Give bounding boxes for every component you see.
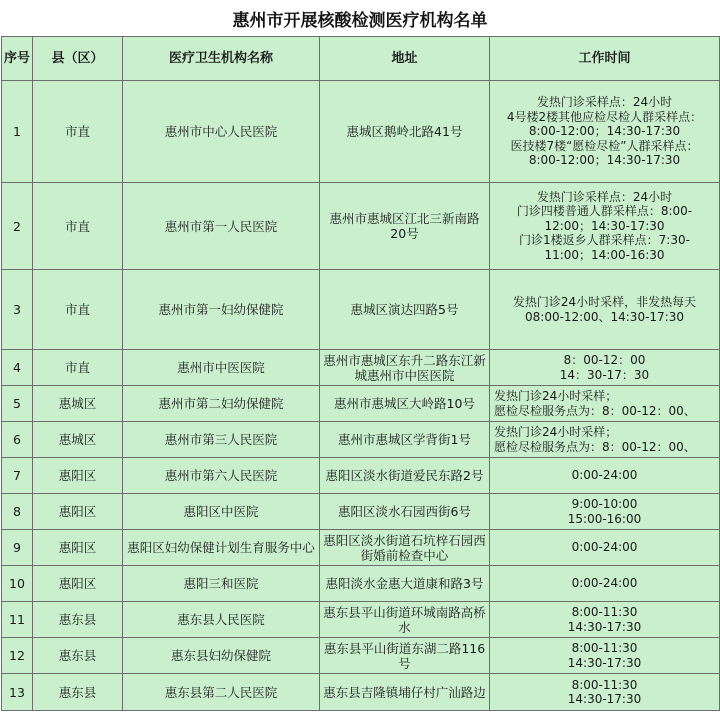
- row-number: 6: [2, 422, 33, 458]
- working-hours-cell: [490, 566, 720, 602]
- hours-line: 08:00-12:00、14:30-17:30: [525, 309, 684, 324]
- hours-line: 8：00-12：00: [563, 353, 646, 367]
- institution-name: 惠阳区妇幼保健计划生育服务中心: [123, 530, 320, 566]
- address-cell: 惠州市惠城区学背街1号: [320, 422, 490, 458]
- hours-line: 14：30-17：30: [559, 367, 650, 382]
- institution-name: 惠阳三和医院: [123, 566, 320, 602]
- institution-name: 惠州市第二妇幼保健院: [123, 386, 320, 422]
- hours-line: 8:00-11:30: [571, 677, 638, 692]
- hours-line: 发热门诊24小时采样；: [494, 425, 618, 439]
- hours-line: 12:00；14:30-17:30: [544, 218, 665, 233]
- address-cell: 惠城区演达四路5号: [320, 270, 490, 350]
- address-cell: 惠城区鹅岭北路41号: [320, 81, 490, 183]
- working-hours-cell: [490, 81, 720, 183]
- table-row: [2, 81, 720, 183]
- header-address: 地址: [320, 37, 490, 81]
- county-cell: 惠东县: [33, 602, 123, 638]
- row-number: 4: [2, 350, 33, 386]
- hours-line: 8:00-12:00；14:30-17:30: [528, 153, 681, 168]
- working-hours-cell: [490, 674, 720, 711]
- address-cell: 惠州市惠城区东升二路东江新城惠州市中医医院: [320, 350, 490, 386]
- working-hours-cell: [490, 602, 720, 638]
- table-row: [2, 638, 720, 674]
- row-number: 5: [2, 386, 33, 422]
- table-row: [2, 386, 720, 422]
- hours-line: 愿检尽检服务点为：8：00-12：00、: [494, 403, 696, 418]
- hours-line: 8:00-11:30: [571, 605, 638, 619]
- institution-name: 惠州市第一人民医院: [123, 183, 320, 270]
- row-number: 10: [2, 566, 33, 602]
- row-number: 2: [2, 183, 33, 270]
- hours-line: 8:00-12:00；14:30-17:30: [528, 124, 681, 139]
- hours-line: 医技楼7楼“愿检尽检”人群采样点：: [510, 138, 699, 153]
- working-hours-cell: [490, 458, 720, 494]
- address-cell: 惠州市惠城区江北三新南路20号: [320, 183, 490, 270]
- institution-name: 惠州市第三人民医院: [123, 422, 320, 458]
- hours-line: 发热门诊24小时采样，非发热每天: [512, 295, 697, 309]
- working-hours-cell: [490, 494, 720, 530]
- hours-line: 愿检尽检服务点为：8：00-12：00、: [494, 439, 696, 454]
- table-row: [2, 270, 720, 350]
- hours-line: 0:00-24:00: [571, 468, 638, 483]
- county-cell: 惠东县: [33, 638, 123, 674]
- hours-line: 4号楼2楼其他应检尽检人群采样点：: [506, 109, 703, 124]
- hours-line: 发热门诊24小时采样；: [494, 389, 618, 403]
- address-cell: 惠东县吉隆镇埔仔村广汕路边: [320, 674, 490, 711]
- table-row: [2, 494, 720, 530]
- hours-line: 发热门诊采样点：24小时: [536, 95, 673, 110]
- county-cell: 惠东县: [33, 674, 123, 711]
- county-cell: 惠阳区: [33, 458, 123, 494]
- hours-line: 14:30-17:30: [567, 655, 642, 670]
- county-cell: 惠阳区: [33, 530, 123, 566]
- hours-line: 14:30-17:30: [567, 619, 642, 634]
- table-row: [2, 566, 720, 602]
- row-number: 7: [2, 458, 33, 494]
- institution-name: 惠州市中医医院: [123, 350, 320, 386]
- hours-line: 9:00-10:00: [571, 497, 638, 511]
- row-number: 12: [2, 638, 33, 674]
- institution-name: 惠阳区中医院: [123, 494, 320, 530]
- institution-name: 惠州市中心人民医院: [123, 81, 320, 183]
- county-cell: 市直: [33, 270, 123, 350]
- table-row: [2, 602, 720, 638]
- county-cell: 市直: [33, 350, 123, 386]
- working-hours-cell: [490, 270, 720, 350]
- header-row: [2, 37, 720, 81]
- address-cell: 惠东县平山街道东湖二路116号: [320, 638, 490, 674]
- row-number: 13: [2, 674, 33, 711]
- table-row: [2, 422, 720, 458]
- header-county: 县（区）: [33, 37, 123, 81]
- institution-table: [1, 36, 720, 711]
- working-hours-cell: [490, 638, 720, 674]
- institution-name: 惠州市第一妇幼保健院: [123, 270, 320, 350]
- header-hours: 工作时间: [490, 37, 720, 81]
- hours-line: 11:00；14:00-16:30: [544, 247, 665, 262]
- county-cell: 惠阳区: [33, 494, 123, 530]
- header-no: 序号: [2, 37, 33, 81]
- header-name: 医疗卫生机构名称: [123, 37, 320, 81]
- address-cell: 惠阳区淡水街道爱民东路2号: [320, 458, 490, 494]
- working-hours-cell: [490, 183, 720, 270]
- table-row: [2, 674, 720, 711]
- hours-line: 8:00-11:30: [571, 641, 638, 655]
- hours-line: 0:00-24:00: [571, 576, 638, 591]
- hours-line: 15:00-16:00: [567, 511, 642, 526]
- county-cell: 市直: [33, 81, 123, 183]
- county-cell: 惠城区: [33, 422, 123, 458]
- working-hours-cell: [490, 422, 720, 458]
- row-number: 8: [2, 494, 33, 530]
- hours-line: 14:30-17:30: [567, 692, 642, 706]
- table-row: [2, 530, 720, 566]
- hours-line: 发热门诊采样点：24小时: [536, 189, 673, 204]
- row-number: 9: [2, 530, 33, 566]
- county-cell: 惠阳区: [33, 566, 123, 602]
- county-cell: 惠城区: [33, 386, 123, 422]
- hours-line: 门诊1楼返乡人群采样点：7:30-: [519, 233, 690, 248]
- institution-name: 惠东县妇幼保健院: [123, 638, 320, 674]
- institution-name: 惠东县人民医院: [123, 602, 320, 638]
- row-number: 3: [2, 270, 33, 350]
- address-cell: 惠州市惠城区大岭路10号: [320, 386, 490, 422]
- table-row: [2, 350, 720, 386]
- address-cell: 惠阳区淡水石园西街6号: [320, 494, 490, 530]
- table-row: [2, 458, 720, 494]
- row-number: 11: [2, 602, 33, 638]
- row-number: 1: [2, 81, 33, 183]
- working-hours-cell: [490, 386, 720, 422]
- institution-name: 惠东县第二人民医院: [123, 674, 320, 711]
- table-row: [2, 183, 720, 270]
- address-cell: 惠东县平山街道环城南路高桥水: [320, 602, 490, 638]
- county-cell: 市直: [33, 183, 123, 270]
- institution-name: 惠州市第六人民医院: [123, 458, 320, 494]
- working-hours-cell: [490, 530, 720, 566]
- address-cell: 惠阳淡水金惠大道康和路3号: [320, 566, 490, 602]
- hours-line: 0:00-24:00: [571, 540, 638, 555]
- working-hours-cell: [490, 350, 720, 386]
- address-cell: 惠阳区淡水街道石坑梓石园西街婚前检查中心: [320, 530, 490, 566]
- page-title: 惠州市开展核酸检测医疗机构名单: [232, 10, 488, 31]
- hours-line: 门诊四楼普通人群采样点：8:00-: [516, 204, 693, 219]
